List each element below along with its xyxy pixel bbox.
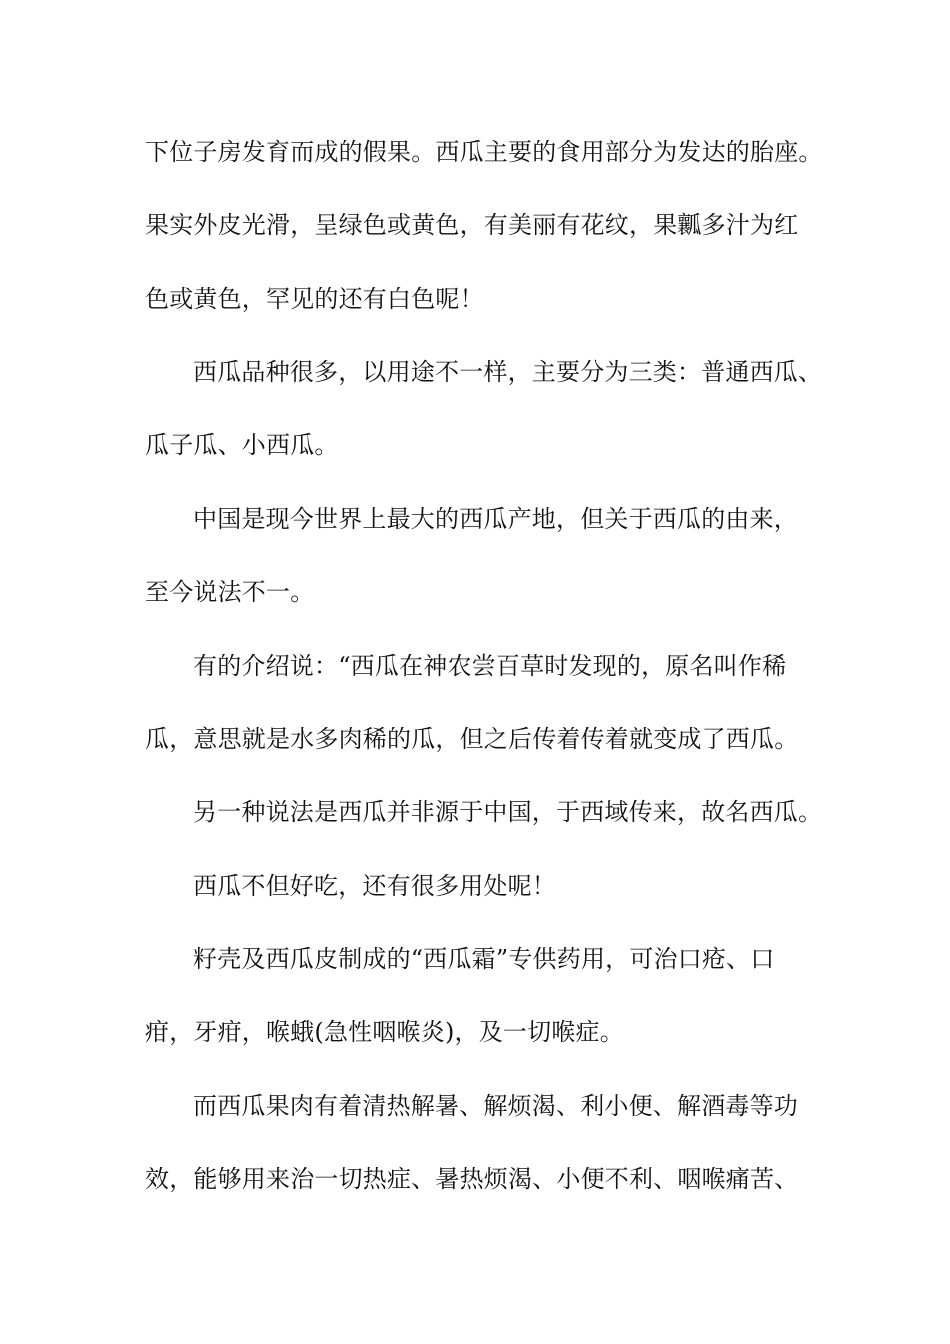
paragraph-start-line: 另一种说法是西瓜并非源于中国，于西域传来，故名西瓜。 xyxy=(193,798,823,826)
paragraph-start-line: 中国是现今世界上最大的西瓜产地，但关于西瓜的由来， xyxy=(193,505,798,533)
text-line: 瓜子瓜、小西瓜。 xyxy=(145,431,339,459)
text-line: 效，能够用来治一切热症、暑热烦渴、小便不利、咽喉痛苦、 xyxy=(145,1165,799,1193)
paragraph-start-line: 西瓜不但好吃，还有很多用处呢！ xyxy=(193,872,556,900)
text-line: 色或黄色，罕见的还有白色呢！ xyxy=(145,285,484,313)
text-line: 下位子房发育而成的假果。西瓜主要的食用部分为发达的胎座。 xyxy=(145,138,823,166)
text-line: 瓜，意思就是水多肉稀的瓜，但之后传着传着就变成了西瓜。 xyxy=(145,725,799,753)
paragraph-start-line: 有的介绍说：“西瓜在神农尝百草时发现的，原名叫作稀 xyxy=(193,652,787,680)
paragraph-start-line: 西瓜品种很多，以用途不一样，主要分为三类：普通西瓜、 xyxy=(193,358,823,386)
paragraph-start-line: 籽壳及西瓜皮制成的“西瓜霜”专供药用，可治口疮、口 xyxy=(193,945,775,973)
text-line: 疳，牙疳，喉蛾(急性咽喉炎)，及一切喉症。 xyxy=(145,1018,624,1046)
paragraph-start-line: 而西瓜果肉有着清热解暑、解烦渴、利小便、解酒毒等功 xyxy=(193,1092,798,1120)
text-line: 果实外皮光滑，呈绿色或黄色，有美丽有花纹，果瓤多汁为红 xyxy=(145,211,799,239)
text-line: 至今说法不一。 xyxy=(145,578,315,606)
